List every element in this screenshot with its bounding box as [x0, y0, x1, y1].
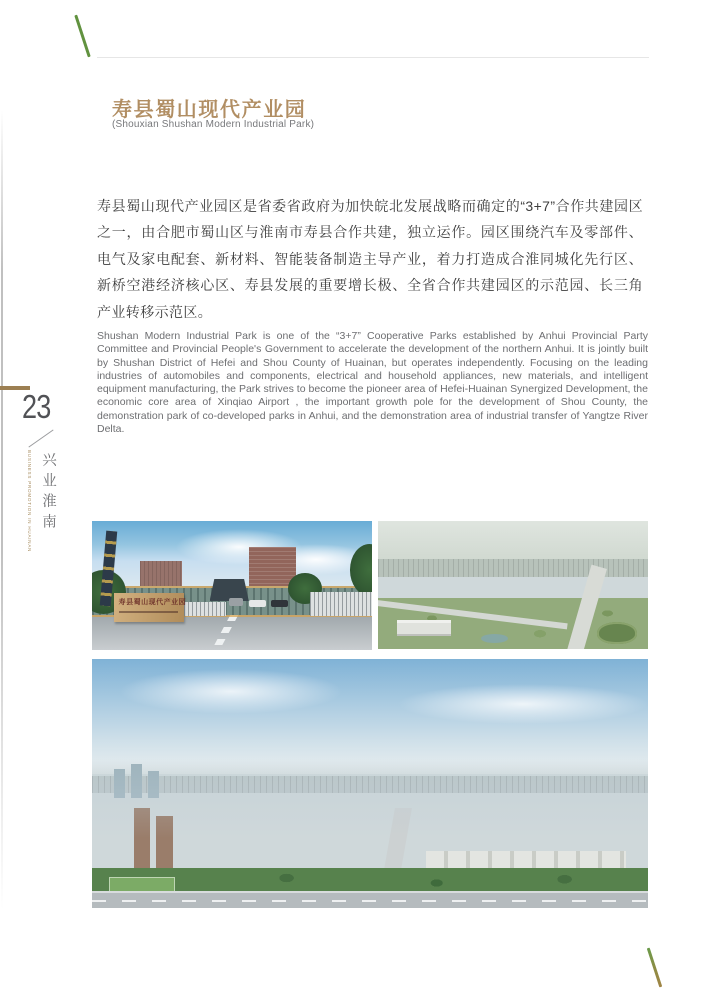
intro-paragraph-en: Shushan Modern Industrial Park is one of the “3+7” Cooperative Parks established by Anhui Provincial Party Committee and Provincial People's Government to accelerate the development of the northern Anhui. It is jointly built by Shushan District of Hefei and Shou County of Huainan, but operates independently. Focusing on the leading industries of automobiles and components, electrical and household appliances, new materials, and intelligent equipment manufacturing, the Park strives to become the pioneer area of Hefei-Huainan Synergized Development, the economic core area of Xinqiao Airport , the important growth pole for the development of Shou County, the demonstration park of co-developed parks in Anhui, and the demonstration area of industrial transfer of Yangtze River Delta.	[97, 330, 648, 436]
panorama-atmosphere-overlay	[92, 659, 648, 908]
city-far-skyline	[378, 559, 648, 577]
city-pond	[481, 634, 508, 643]
gate-fence	[310, 592, 372, 617]
gate-sign-subtext-line	[119, 611, 178, 613]
city-white-building	[397, 620, 451, 637]
page-number: 23	[22, 388, 51, 425]
gate-sign-text: 寿县蜀山现代产业园	[118, 599, 187, 607]
corner-mark-bottom-right-icon	[647, 948, 663, 988]
gate-fence	[184, 602, 226, 616]
corner-mark-top-left-icon	[74, 15, 90, 58]
car	[271, 600, 288, 608]
sidebar-slash-divider	[28, 429, 53, 447]
photo-park-entrance	[92, 521, 372, 650]
page-left-edge-shadow	[1, 110, 3, 910]
gate-name-sign	[114, 593, 187, 621]
photo-aerial-panorama	[92, 659, 648, 908]
car	[249, 600, 266, 608]
page-title: 寿县蜀山现代产业园	[112, 99, 307, 121]
intro-paragraph-cn: 寿县蜀山现代产业园区是省委省政府为加快皖北发展战略而确定的“3+7”合作共建园区之一，由合肥市蜀山区与淮南市寿县合作共建，独立运作。园区围绕汽车及零部件、电气及家电配套、新材料、智能装备制造主导产业，着力打造成合淮同城化先行区、新桥空港经济核心区、寿县发展的重要增长极、全省合作共建园区的示范园、长三角产业转移示范区。	[97, 198, 643, 320]
header-hairline	[97, 57, 649, 58]
car	[229, 598, 243, 606]
sidebar-vertical-text-en: BUSINESS PROMOTION IN HUAINAN	[27, 450, 32, 553]
photo-aerial-district	[378, 521, 648, 649]
sidebar-vertical-text-cn: 兴业淮南	[40, 452, 56, 534]
page-subtitle: (Shouxian Shushan Modern Industrial Park)	[112, 119, 315, 130]
city-round-building	[597, 622, 638, 644]
